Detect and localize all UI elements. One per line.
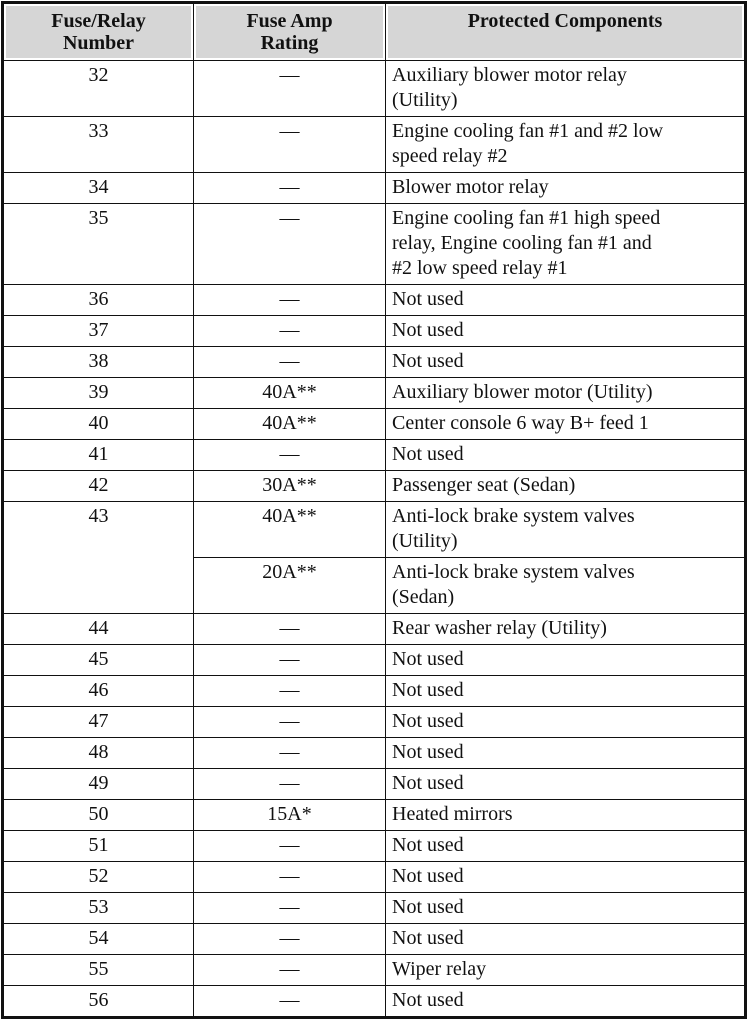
component-line: Not used (392, 443, 464, 465)
table-row (3, 986, 746, 1018)
fuse-number: 55 (3, 955, 194, 986)
fuse-number: 52 (3, 862, 194, 893)
fuse-number: 41 (3, 440, 194, 471)
protected-components (386, 645, 746, 676)
protected-components (386, 285, 746, 316)
fuse-number: 48 (3, 738, 194, 769)
table-row (3, 173, 746, 204)
table-row (3, 707, 746, 738)
amp-rating: 40A** (194, 409, 386, 440)
fuse-number: 33 (3, 117, 194, 173)
fuse-number: 35 (3, 204, 194, 285)
fuse-number: 46 (3, 676, 194, 707)
amp-rating: — (194, 924, 386, 955)
protected-components (386, 986, 746, 1018)
component-line: Not used (392, 927, 464, 949)
fuse-number: 47 (3, 707, 194, 738)
header-row (3, 3, 746, 61)
component-line: Auxiliary blower motor relay (392, 64, 627, 86)
amp-rating: — (194, 440, 386, 471)
amp-rating: — (194, 769, 386, 800)
component-line: (Utility) (392, 530, 458, 552)
component-line: speed relay #2 (392, 145, 508, 167)
protected-components (386, 893, 746, 924)
component-line: Center console 6 way B+ feed 1 (392, 412, 649, 434)
header-rating (194, 3, 386, 61)
amp-rating: 20A** (194, 558, 386, 614)
component-line: Not used (392, 679, 464, 701)
protected-components (386, 347, 746, 378)
component-line: Not used (392, 834, 464, 856)
amp-rating: — (194, 676, 386, 707)
table-row (3, 471, 746, 502)
fuse-number: 38 (3, 347, 194, 378)
protected-components (386, 173, 746, 204)
table-row (3, 440, 746, 471)
table-row (3, 61, 746, 117)
component-line: Engine cooling fan #1 and #2 low (392, 120, 664, 142)
component-line: Not used (392, 741, 464, 763)
fuse-number: 34 (3, 173, 194, 204)
protected-components (386, 614, 746, 645)
fuse-number: 37 (3, 316, 194, 347)
table-row (3, 645, 746, 676)
protected-components (386, 316, 746, 347)
protected-components (386, 61, 746, 117)
component-line: Wiper relay (392, 958, 487, 980)
component-line: Not used (392, 989, 464, 1011)
fuse-number: 42 (3, 471, 194, 502)
protected-components (386, 676, 746, 707)
table-row (3, 893, 746, 924)
protected-components (386, 955, 746, 986)
fuse-table (1, 1, 747, 1019)
component-line: Not used (392, 772, 464, 794)
amp-rating: — (194, 117, 386, 173)
fuse-number: 56 (3, 986, 194, 1018)
table-row (3, 800, 746, 831)
component-line: Rear washer relay (Utility) (392, 617, 607, 639)
component-line: (Sedan) (392, 586, 455, 608)
table-row (3, 502, 746, 558)
protected-components (386, 831, 746, 862)
component-line: Not used (392, 710, 464, 732)
amp-rating: 15A* (194, 800, 386, 831)
table-row (3, 614, 746, 645)
protected-components (386, 204, 746, 285)
table-row (3, 316, 746, 347)
amp-rating: — (194, 614, 386, 645)
protected-components (386, 117, 746, 173)
table-row (3, 676, 746, 707)
component-line: Not used (392, 648, 464, 670)
fuse-number: 53 (3, 893, 194, 924)
amp-rating: 30A** (194, 471, 386, 502)
header-text: Protected Components (467, 10, 663, 32)
fuse-number: 39 (3, 378, 194, 409)
amp-rating: 40A** (194, 378, 386, 409)
amp-rating: — (194, 707, 386, 738)
protected-components (386, 800, 746, 831)
fuse-number: 50 (3, 800, 194, 831)
fuse-number: 36 (3, 285, 194, 316)
protected-components (386, 471, 746, 502)
amp-rating: — (194, 893, 386, 924)
table-row (3, 378, 746, 409)
component-line: Not used (392, 865, 464, 887)
table-row (3, 831, 746, 862)
component-line: Not used (392, 319, 464, 341)
fuse-number: 49 (3, 769, 194, 800)
table-row (3, 409, 746, 440)
component-line: Anti-lock brake system valves (392, 505, 635, 527)
fuse-number: 43 (3, 502, 194, 614)
component-line: relay, Engine cooling fan #1 and (392, 232, 652, 254)
header-text: Rating (260, 32, 319, 54)
header-number (3, 3, 194, 61)
table-row (3, 285, 746, 316)
amp-rating: — (194, 61, 386, 117)
fuse-number: 40 (3, 409, 194, 440)
amp-rating: — (194, 738, 386, 769)
protected-components (386, 924, 746, 955)
component-line: Heated mirrors (392, 803, 513, 825)
table-row (3, 955, 746, 986)
table-row (3, 117, 746, 173)
amp-rating: — (194, 204, 386, 285)
table-row (3, 347, 746, 378)
table-row (3, 204, 746, 285)
component-line: Anti-lock brake system valves (392, 561, 635, 583)
amp-rating: — (194, 347, 386, 378)
protected-components (386, 707, 746, 738)
amp-rating: — (194, 316, 386, 347)
amp-rating: — (194, 831, 386, 862)
fuse-number: 51 (3, 831, 194, 862)
protected-components (386, 769, 746, 800)
header-text: Fuse Amp (246, 10, 333, 32)
component-line: Not used (392, 288, 464, 310)
table-row (3, 769, 746, 800)
component-line: Not used (392, 350, 464, 372)
component-line: (Utility) (392, 89, 458, 111)
amp-rating: — (194, 173, 386, 204)
protected-components (386, 558, 746, 614)
protected-components (386, 862, 746, 893)
component-line: Auxiliary blower motor (Utility) (392, 381, 653, 403)
table-row (3, 738, 746, 769)
table-row (3, 924, 746, 955)
amp-rating: — (194, 986, 386, 1018)
amp-rating: — (194, 645, 386, 676)
protected-components (386, 738, 746, 769)
component-line: Engine cooling fan #1 high speed (392, 207, 661, 229)
fuse-number: 54 (3, 924, 194, 955)
protected-components (386, 502, 746, 558)
amp-rating: — (194, 955, 386, 986)
amp-rating: 40A** (194, 502, 386, 558)
header-components (386, 3, 746, 61)
amp-rating: — (194, 862, 386, 893)
component-line: #2 low speed relay #1 (392, 257, 568, 279)
table-row (3, 862, 746, 893)
protected-components (386, 409, 746, 440)
component-line: Passenger seat (Sedan) (392, 474, 576, 496)
protected-components (386, 440, 746, 471)
fuse-number: 44 (3, 614, 194, 645)
component-line: Not used (392, 896, 464, 918)
header-text: Number (62, 32, 135, 54)
header-text: Fuse/Relay (51, 10, 146, 32)
component-line: Blower motor relay (392, 176, 549, 198)
amp-rating: — (194, 285, 386, 316)
fuse-number: 45 (3, 645, 194, 676)
fuse-number: 32 (3, 61, 194, 117)
protected-components (386, 378, 746, 409)
